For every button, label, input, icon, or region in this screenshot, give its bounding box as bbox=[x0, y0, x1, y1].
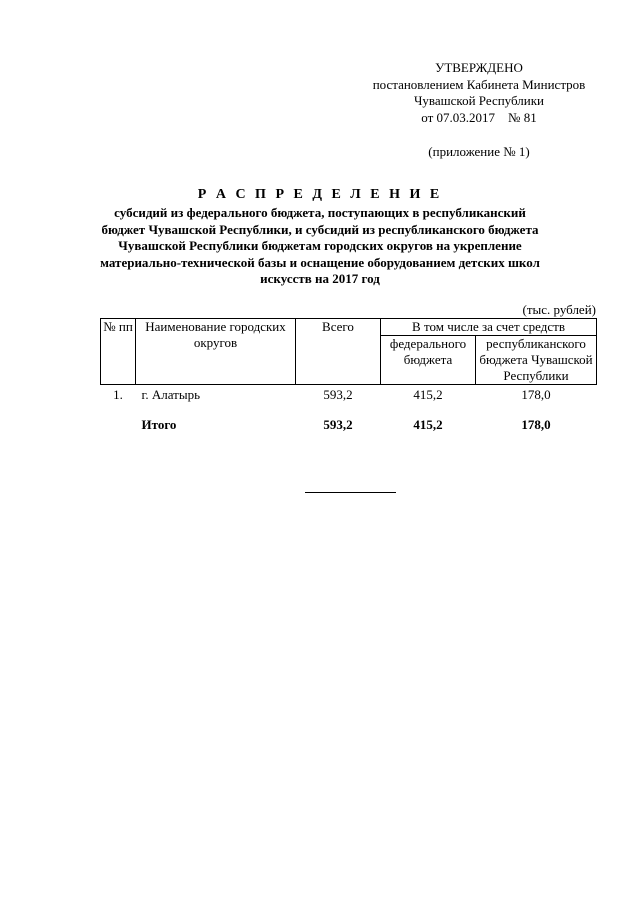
row-name: г. Алатырь bbox=[141, 387, 201, 402]
units-note: (тыс. рублей) bbox=[522, 302, 596, 317]
appendix-note: (приложение № 1) bbox=[428, 144, 530, 159]
subtitle-line: искусств на 2017 год bbox=[260, 271, 380, 286]
subtitle-line: бюджет Чувашской Республики, и субсидий из республиканского бюджета bbox=[101, 221, 539, 237]
header-republic: республиканского бюджета Чувашской Республики bbox=[476, 336, 597, 385]
subtitle-line: материально-технической базы и оснащение оборудованием детских школ bbox=[100, 254, 540, 270]
totals-republic: 178,0 bbox=[521, 417, 551, 432]
document-title: Р А С П Р Е Д Е Л Е Н И Е bbox=[197, 187, 443, 202]
totals-federal: 415,2 bbox=[413, 417, 443, 432]
totals-label: Итого bbox=[141, 417, 177, 432]
header-federal: федерального бюджета bbox=[381, 336, 476, 385]
distribution-table bbox=[100, 318, 597, 433]
row-republic: 178,0 bbox=[521, 387, 551, 402]
approval-date-number: от 07.03.2017 № 81 bbox=[421, 109, 537, 125]
totals-row bbox=[101, 413, 597, 433]
header-number: № пп bbox=[101, 319, 136, 385]
approval-block bbox=[360, 60, 598, 126]
subtitle-line: Чувашской Республики бюджетам городских округов на укрепление bbox=[118, 238, 522, 253]
document-subtitle bbox=[100, 205, 540, 288]
subtitle-line: субсидий из федерального бюджета, поступающих в республиканский bbox=[114, 205, 526, 220]
row-total: 593,2 bbox=[323, 387, 353, 402]
approval-authority: постановлением Кабинета Министров bbox=[372, 76, 586, 92]
table-row bbox=[101, 385, 597, 414]
header-name: Наименование городских округов bbox=[136, 319, 296, 385]
header-group: В том числе за счет средств bbox=[381, 319, 597, 336]
row-federal: 415,2 bbox=[413, 387, 443, 402]
approval-region: Чувашской Республики bbox=[413, 93, 545, 108]
row-number: 1. bbox=[113, 387, 123, 402]
totals-total: 593,2 bbox=[323, 417, 353, 432]
header-total: Всего bbox=[296, 319, 381, 385]
closing-rule bbox=[305, 492, 396, 493]
approval-heading: УТВЕРЖДЕНО bbox=[435, 60, 523, 75]
